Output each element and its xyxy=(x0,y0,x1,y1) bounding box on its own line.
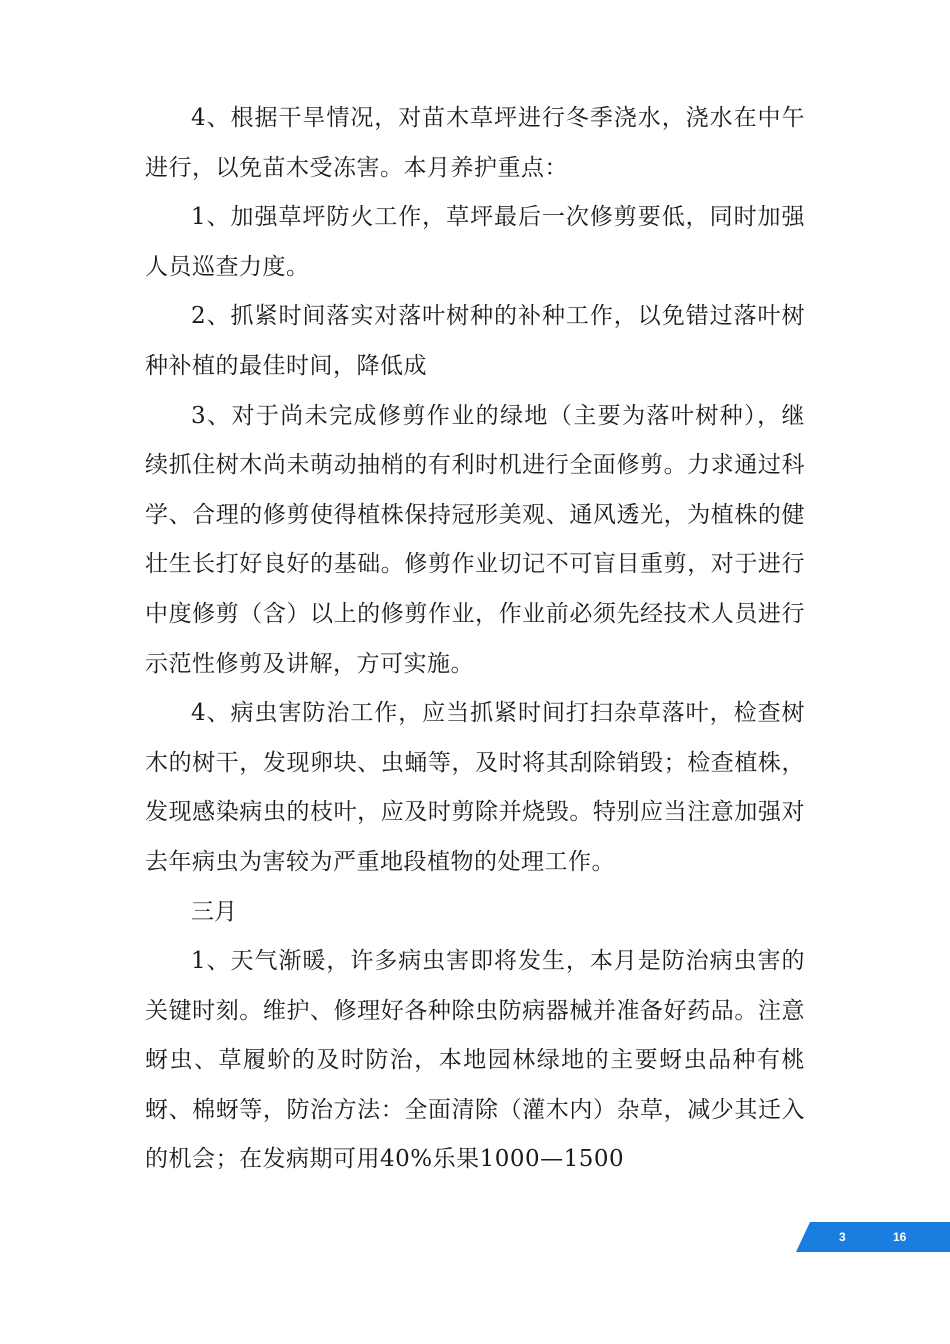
paragraph: 1、加强草坪防火工作，草坪最后一次修剪要低，同时加强人员巡查力度。 xyxy=(145,204,805,280)
page-number-current: 3 xyxy=(839,1230,846,1244)
footer-banner-fill xyxy=(796,1222,950,1252)
page-footer xyxy=(796,1222,950,1252)
section-heading: 三月 xyxy=(191,898,237,925)
page-number-total: 16 xyxy=(893,1230,907,1244)
paragraph: 2、抓紧时间落实对落叶树种的补种工作，以免错过落叶树种补植的最佳时间，降低成 xyxy=(145,303,805,379)
paragraph: 1、天气渐暖，许多病虫害即将发生，本月是防治病虫害的关键时刻。维护、修理好各种除虫防病器械并准备好药品。注意蚜虫、草履蚧的及时防治，本地园林绿地的主要蚜虫品种有桃蚜、棉蚜等，防治方法：全面清除（灌木内）杂草，减少其迁入的机会；在发病期可用40%乐果1000—1500 xyxy=(145,948,805,1173)
paragraph: 4、病虫害防治工作，应当抓紧时间打扫杂草落叶，检查树木的树干，发现卵块、虫蛹等，及时将其刮除销毁；检查植株，发现感染病虫的枝叶，应及时剪除并烧毁。特别应当注意加强对去年病虫为害较为严重地段植物的处理工作。 xyxy=(145,700,805,875)
paragraph: 4、根据干旱情况，对苗木草坪进行冬季浇水，浇水在中午进行，以免苗木受冻害。本月养护重点： xyxy=(145,105,805,181)
paragraph: 3、对于尚未完成修剪作业的绿地（主要为落叶树种），继续抓住树木尚未萌动抽梢的有利时机进行全面修剪。力求通过科学、合理的修剪使得植株保持冠形美观、通风透光，为植株的健壮生长打好良好的基础。修剪作业切记不可盲目重剪，对于进行中度修剪（含）以上的修剪作业，作业前必须先经技术人员进行示范性修剪及讲解，方可实施。 xyxy=(145,402,805,677)
document-body xyxy=(145,94,805,1185)
footer-banner-shape xyxy=(796,1222,950,1252)
